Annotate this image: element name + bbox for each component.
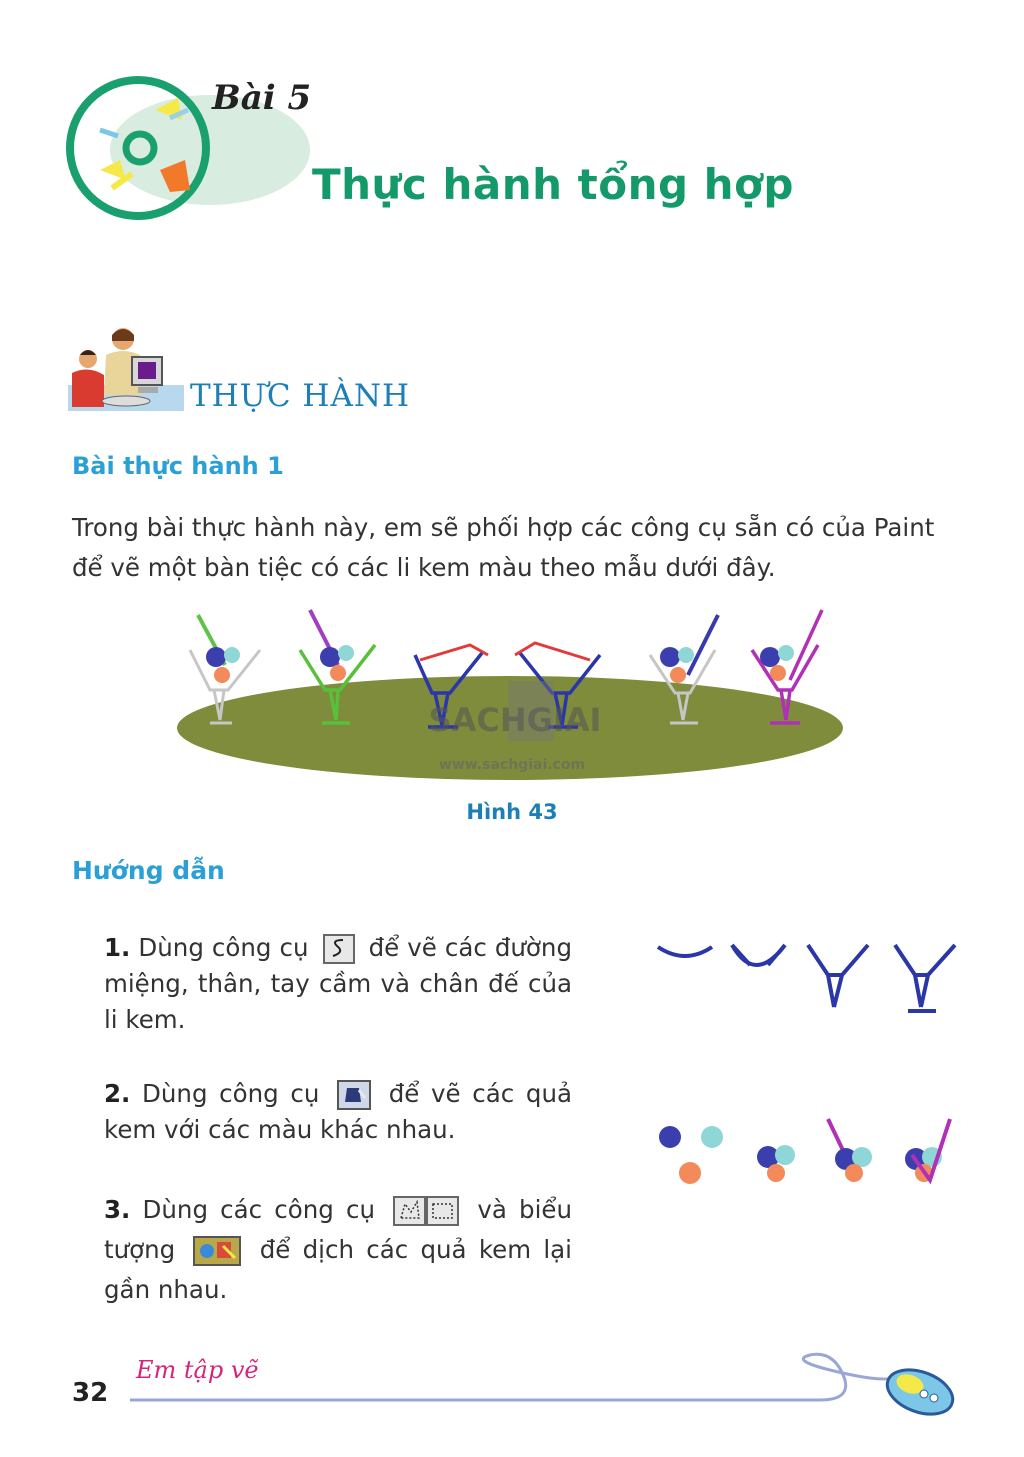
section-heading: THỰC HÀNH xyxy=(190,378,410,414)
select-tools-icon xyxy=(393,1196,459,1226)
step-2: 2. Dùng công cụ để vẽ các quả kem với các màu khác nhau. xyxy=(104,1079,572,1144)
figure-caption: Hình 43 xyxy=(466,800,558,824)
computer-mouse-icon xyxy=(880,1360,960,1420)
party-table-figure xyxy=(170,605,860,795)
ice-cream-scoops-figure xyxy=(650,1115,960,1195)
curve-tool-icon xyxy=(323,934,355,964)
step-number: 1. xyxy=(104,933,131,962)
fill-bucket-icon xyxy=(337,1080,371,1110)
page-number: 32 xyxy=(72,1378,109,1408)
page-title: Thực hành tổng hợp xyxy=(312,160,794,209)
step-number: 2. xyxy=(104,1079,131,1108)
lesson-number: Bài 5 xyxy=(212,78,312,118)
glass-steps-figure xyxy=(650,935,960,1020)
watermark-url: www.sachgiai.com xyxy=(438,757,586,773)
transparent-select-icon xyxy=(193,1236,241,1266)
watermark: SACHGIAI xyxy=(428,701,602,739)
intro-paragraph: Trong bài thực hành này, em sẽ phối hợp các công cụ sẵn có của Paint để vẽ một bàn tiệc có các li kem màu theo mẫu dưới đây. xyxy=(72,513,935,582)
step-3: 3. Dùng các công cụ và biểu tượng để dịch các quả kem lại gần nhau. xyxy=(104,1195,572,1304)
book-title: Em tập vẽ xyxy=(136,1356,259,1384)
exercise-title: Bài thực hành 1 xyxy=(72,452,284,480)
step-1: 1. Dùng công cụ để vẽ các đường miệng, thân, tay cầm và chân đế của li kem. xyxy=(104,933,573,1034)
step-number: 3. xyxy=(104,1195,131,1224)
guide-title: Hướng dẫn xyxy=(72,856,225,885)
students-computer-icon xyxy=(68,325,184,415)
